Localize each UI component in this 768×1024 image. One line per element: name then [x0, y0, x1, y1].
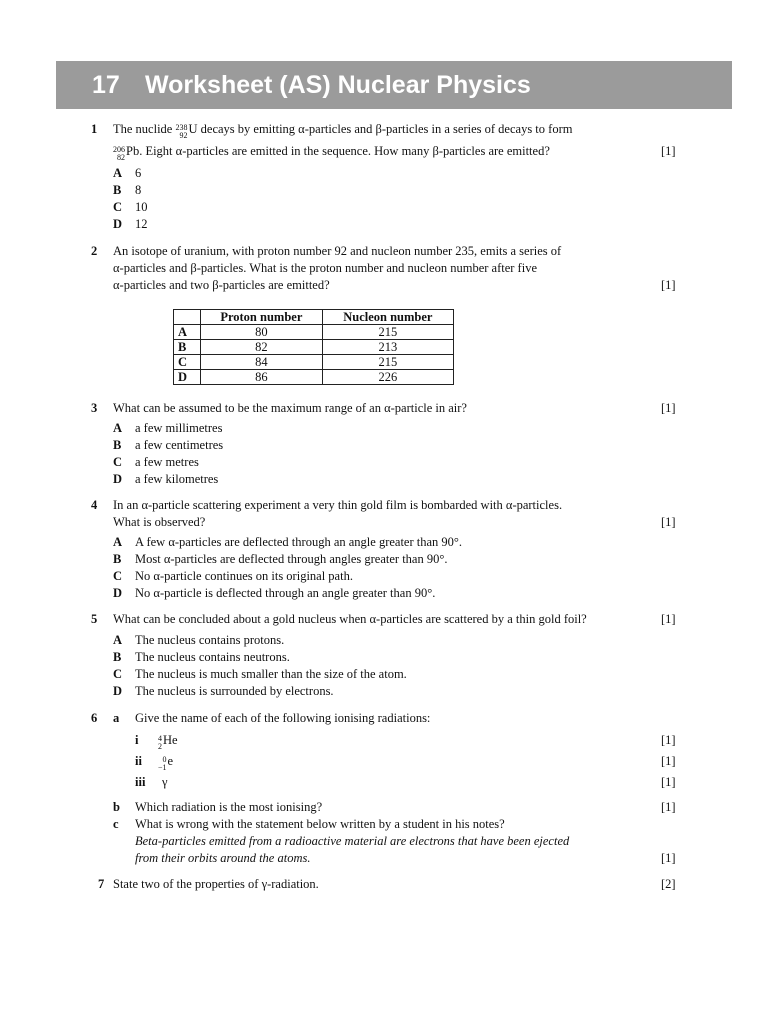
table-header-row	[174, 310, 454, 325]
helium-nuclide	[158, 733, 178, 751]
answer-table	[173, 309, 454, 385]
element-symbol: He	[163, 733, 178, 747]
question-number: 6	[91, 711, 98, 725]
option-text: No α-particle continues on its original path.	[135, 569, 353, 583]
option-letter: A	[113, 421, 123, 435]
option-text: a few metres	[135, 455, 199, 469]
table-row	[174, 370, 454, 385]
gamma-symbol: γ	[162, 775, 168, 789]
part-text: Give the name of each of the following ionising radiations:	[135, 711, 431, 725]
marks: [1]	[661, 612, 676, 626]
option-letter: B	[113, 552, 122, 566]
column-header: Proton number	[201, 310, 323, 325]
option-letter: B	[113, 438, 122, 452]
table-row	[174, 340, 454, 355]
element-symbol: U	[188, 122, 198, 136]
marks: [1]	[661, 515, 676, 529]
question-number: 2	[91, 244, 98, 258]
row-label: A	[174, 325, 201, 340]
question-text: The nuclide	[113, 122, 173, 136]
marks: [1]	[661, 775, 676, 789]
nucleon-number: 206	[113, 145, 125, 154]
worksheet-header	[56, 61, 732, 109]
option-letter: B	[113, 650, 122, 664]
marks: [1]	[661, 278, 676, 292]
question-number: 4	[91, 498, 98, 512]
proton-number: 92	[179, 131, 188, 140]
question-text: An isotope of uranium, with proton number 92 and nucleon number 235, emits a series of	[113, 244, 562, 258]
proton-number: −1	[158, 763, 167, 772]
part-text: Which radiation is the most ionising?	[135, 800, 323, 814]
question-number: 1	[91, 122, 98, 136]
nucleon-number: 4	[158, 734, 162, 743]
option-text: 12	[135, 217, 148, 231]
question-number: 5	[91, 612, 98, 626]
question-text: α-particles and two β-particles are emitted?	[113, 278, 330, 292]
nucleon-number: 238	[175, 123, 188, 132]
proton-number: 2	[158, 742, 162, 751]
question-number: 7	[98, 877, 105, 891]
marks: [1]	[661, 733, 676, 747]
nuclide-notation	[158, 735, 162, 751]
option-text: a few millimetres	[135, 421, 223, 435]
option-letter: D	[113, 586, 123, 600]
option-text: No α-particle is deflected through an angle greater than 90°.	[135, 586, 436, 600]
nucleon-cell: 213	[322, 340, 453, 355]
electron-notation	[158, 754, 173, 772]
option-text: Most α-particles are deflected through angles greater than 90°.	[135, 552, 448, 566]
question-text: α-particles and β-particles. What is the proton number and nucleon number after five	[113, 261, 537, 275]
subpart-label: ii	[135, 754, 142, 768]
option-text: The nucleus contains neutrons.	[135, 650, 290, 664]
option-text: 6	[135, 166, 142, 180]
option-letter: A	[113, 535, 123, 549]
option-letter: D	[113, 684, 123, 698]
option-letter: B	[113, 183, 122, 197]
option-letter: C	[113, 455, 123, 469]
marks: [1]	[661, 851, 676, 865]
question-text: In an α-particle scattering experiment a very thin gold film is bombarded with α-particles.	[113, 498, 563, 512]
question-number: 3	[91, 401, 98, 415]
option-text: The nucleus is surrounded by electrons.	[135, 684, 334, 698]
row-label: C	[174, 355, 201, 370]
question-text-line	[113, 144, 550, 162]
student-quote: Beta-particles emitted from a radioactive material are electrons that have been ejected	[135, 834, 570, 848]
proton-cell: 84	[201, 355, 323, 370]
chapter-number: 17	[92, 71, 120, 99]
option-letter: C	[113, 667, 123, 681]
row-label: D	[174, 370, 201, 385]
row-label: B	[174, 340, 201, 355]
marks: [1]	[661, 800, 676, 814]
nucleon-cell: 215	[322, 355, 453, 370]
student-quote: from their orbits around the atoms.	[135, 851, 311, 865]
option-text: The nucleus is much smaller than the size of the atom.	[135, 667, 407, 681]
question-text: . Eight α-particles are emitted in the sequence. How many β-particles are emitted?	[139, 144, 550, 158]
element-symbol: e	[167, 754, 174, 768]
option-text: a few kilometres	[135, 472, 219, 486]
question-text: What can be assumed to be the maximum range of an α-particle in air?	[113, 401, 467, 415]
option-letter: A	[113, 166, 123, 180]
option-letter: C	[113, 569, 123, 583]
element-symbol: Pb	[126, 144, 140, 158]
column-header: Nucleon number	[322, 310, 453, 325]
option-letter: D	[113, 472, 123, 486]
question-text-line	[113, 122, 572, 140]
proton-number: 82	[117, 153, 125, 162]
option-text: 8	[135, 183, 142, 197]
subpart-label: i	[135, 733, 139, 747]
nucleon-cell: 215	[322, 325, 453, 340]
option-letter: D	[113, 217, 123, 231]
subpart-label: iii	[135, 775, 146, 789]
option-letter: C	[113, 200, 123, 214]
nucleon-number: 0	[162, 755, 167, 764]
table-corner	[174, 310, 201, 325]
question-text: What is observed?	[113, 515, 206, 529]
question-text: State two of the properties of γ-radiation.	[113, 877, 319, 891]
nuclide-notation	[158, 756, 167, 772]
option-letter: A	[113, 633, 123, 647]
worksheet-title: Worksheet (AS) Nuclear Physics	[145, 71, 531, 99]
option-text: The nucleus contains protons.	[135, 633, 285, 647]
nuclide-notation	[113, 146, 125, 162]
marks: [2]	[661, 877, 676, 891]
table-row	[174, 355, 454, 370]
part-text: What is wrong with the statement below written by a student in his notes?	[135, 817, 505, 831]
table-row	[174, 325, 454, 340]
option-text: a few centimetres	[135, 438, 224, 452]
part-label: a	[113, 711, 120, 725]
nuclide-notation	[175, 124, 187, 140]
part-label: c	[113, 817, 119, 831]
proton-cell: 82	[201, 340, 323, 355]
marks: [1]	[661, 401, 676, 415]
question-text: decays by emitting α-particles and β-particles in a series of decays to form	[200, 122, 573, 136]
option-text: A few α-particles are deflected through an angle greater than 90°.	[135, 535, 463, 549]
part-label: b	[113, 800, 120, 814]
marks: [1]	[661, 754, 676, 768]
question-text: What can be concluded about a gold nucleus when α-particles are scattered by a thin gold foil?	[113, 612, 587, 626]
proton-cell: 86	[201, 370, 323, 385]
option-text: 10	[135, 200, 148, 214]
nucleon-cell: 226	[322, 370, 453, 385]
proton-cell: 80	[201, 325, 323, 340]
marks: [1]	[661, 144, 676, 158]
